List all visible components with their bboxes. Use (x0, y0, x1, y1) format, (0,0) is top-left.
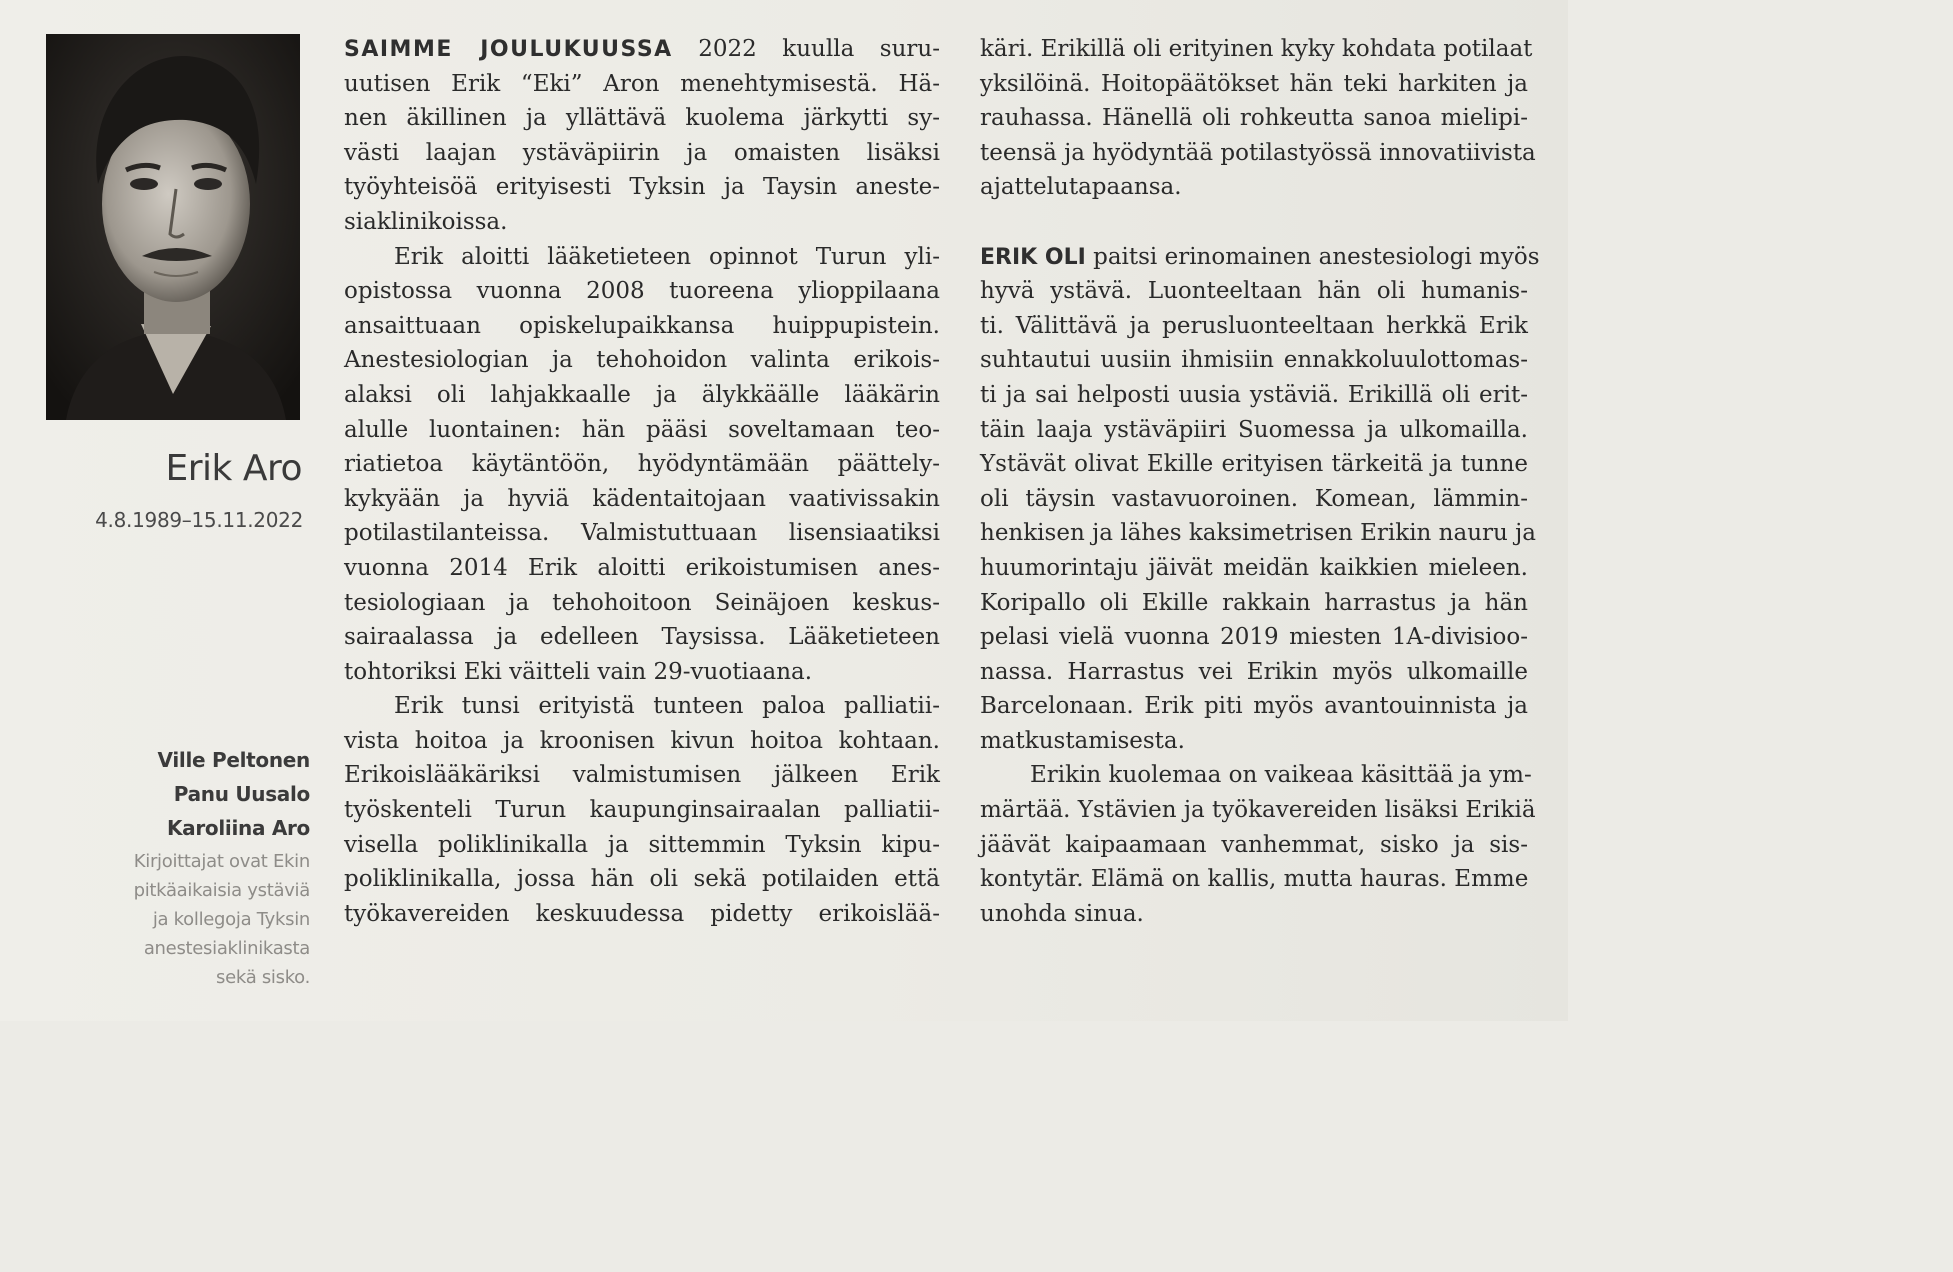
article-column-2 (980, 32, 1540, 931)
author-note-line: Kirjoittajat ovat Ekin (133, 851, 310, 872)
text-line: märtää. Ystävien ja työkavereiden lisäksi Erikiä (980, 797, 1536, 824)
text-line: pelasi vielä vuonna 2019 miesten 1A-divisioo- (980, 624, 1528, 651)
text-line: opistossa vuonna 2008 tuoreena ylioppilaana (344, 278, 940, 305)
text-line: jäävät kaipaamaan vanhemmat, sisko ja sis- (980, 831, 1528, 858)
text-line: visella poliklinikalla ja sittemmin Tyksin kipu- (344, 831, 940, 858)
text-line: suhtautui uusiin ihmisiin ennakkoluulottomas- (980, 347, 1528, 374)
text-line: Erikin kuolemaa on vaikeaa käsittää ja ym- (1030, 762, 1532, 789)
life-dates: 4.8.1989–15.11.2022 (95, 508, 303, 532)
text-line: yksilöinä. Hoitopäätökset hän teki harkiten ja (980, 70, 1528, 97)
text-line (980, 240, 1540, 275)
text-line: työkavereiden keskuudessa pidetty erikoislää- (344, 900, 940, 927)
text-line: oli täysin vastavuoroinen. Komean, lämmin- (980, 485, 1528, 512)
text-line: vista hoitoa ja kroonisen kivun hoitoa kohtaan. (344, 727, 940, 754)
text-line: poliklinikalla, jossa hän oli sekä potilaiden että (344, 866, 940, 893)
author-name: Ville Peltonen (157, 748, 310, 772)
text-line: täin laaja ystäväpiiri Suomessa ja ulkomailla. (980, 416, 1528, 443)
text-line: Anestesiologian ja tehohoidon valinta erikois- (344, 347, 940, 374)
text-line: sairaalassa ja edelleen Taysissa. Lääketieteen (344, 624, 940, 651)
text-line: Koripallo oli Ekille rakkain harrastus ja hän (980, 589, 1528, 616)
lead-in: ERIK OLI (980, 244, 1086, 270)
text-line: västi laajan ystäväpiirin ja omaisten lisäksi (344, 139, 940, 166)
text-line: vuonna 2014 Erik aloitti erikoistumisen anes- (344, 554, 940, 581)
text-line: henkisen ja lähes kaksimetrisen Erikin nauru ja (980, 520, 1536, 547)
text-line: Barcelonaan. Erik piti myös avantouinnista ja (980, 693, 1528, 720)
text-line: teensä ja hyödyntää potilastyössä innovatiivista (980, 139, 1536, 166)
article-column-1 (344, 32, 940, 931)
lead-in: SAIMME JOULUKUUSSA (344, 37, 673, 62)
text-line-rest: paitsi erinomainen anestesiologi myös (1085, 243, 1540, 270)
text-line: nen äkillinen ja yllättävä kuolema järkytti sy- (344, 105, 940, 132)
text-line: huumorintaju jäivät meidän kaikkien mieleen. (980, 554, 1528, 581)
text-line: kykyään ja hyviä kädentaitojaan vaativissakin (344, 485, 940, 512)
author-note (60, 847, 310, 992)
text-line: ti ja sai helposti uusia ystäviä. Erikillä oli erit- (980, 381, 1528, 408)
text-line: uutisen Erik “Eki” Aron menehtymisestä. Hä- (344, 70, 940, 97)
text-line: matkustamisesta. (980, 727, 1185, 754)
author-note-line: anestesiaklinikasta (143, 938, 310, 959)
text-line: hyvä ystävä. Luonteeltaan hän oli humanis- (980, 278, 1528, 305)
author-note-line: ja kollegoja Tyksin (152, 909, 310, 930)
text-line: Erik tunsi erityistä tunteen paloa palliatii- (394, 693, 940, 720)
text-line: alulle luontainen: hän pääsi soveltamaan teo- (344, 416, 940, 443)
text-line: ansaittuaan opiskelupaikkansa huippupistein. (344, 312, 940, 339)
text-line: riatietoa käytäntöön, hyödyntämään päättely- (344, 451, 940, 478)
text-line (344, 32, 940, 67)
text-line: työskenteli Turun kaupunginsairaalan palliatii- (344, 797, 940, 824)
text-line: potilastilanteissa. Valmistuttuaan lisensiaatiksi (344, 520, 940, 547)
text-line: työyhteisöä erityisesti Tyksin ja Taysin aneste- (344, 174, 940, 201)
author-note-line: sekä sisko. (216, 967, 310, 988)
portrait-photo (46, 34, 300, 420)
author-note-line: pitkäaikaisia ystäviä (133, 880, 310, 901)
text-line: nassa. Harrastus vei Erikin myös ulkomaille (980, 658, 1528, 685)
text-line: rauhassa. Hänellä oli rohkeutta sanoa mielipi- (980, 105, 1528, 132)
deceased-name: Erik Aro (165, 448, 302, 489)
text-line: unohda sinua. (980, 900, 1144, 927)
text-line: Erikoislääkäriksi valmistumisen jälkeen Erik (344, 762, 940, 789)
author-block (60, 743, 310, 992)
text-line: alaksi oli lahjakkaalle ja älykkäälle lääkärin (344, 381, 940, 408)
text-line: Ystävät olivat Ekille erityisen tärkeitä ja tunne (980, 451, 1528, 478)
text-line: Erik aloitti lääketieteen opinnot Turun yli- (394, 243, 940, 270)
text-line: siaklinikoissa. (344, 208, 508, 235)
author-name: Panu Uusalo (173, 782, 310, 806)
text-line: ajattelutapaansa. (980, 174, 1182, 201)
text-line-rest: 2022 kuulla suru- (672, 36, 941, 62)
text-line: kontytär. Elämä on kallis, mutta hauras. Emme (980, 866, 1529, 893)
text-line: käri. Erikillä oli erityinen kyky kohdata potilaat (980, 36, 1533, 62)
author-name: Karoliina Aro (166, 816, 310, 840)
paragraph-gap (980, 205, 1528, 240)
text-line: ti. Välittävä ja perusluonteeltaan herkkä Erik (980, 312, 1528, 339)
text-line: tohtoriksi Eki väitteli vain 29-vuotiaana. (344, 658, 813, 685)
text-line: tesiologiaan ja tehohoitoon Seinäjoen keskus- (344, 589, 940, 616)
